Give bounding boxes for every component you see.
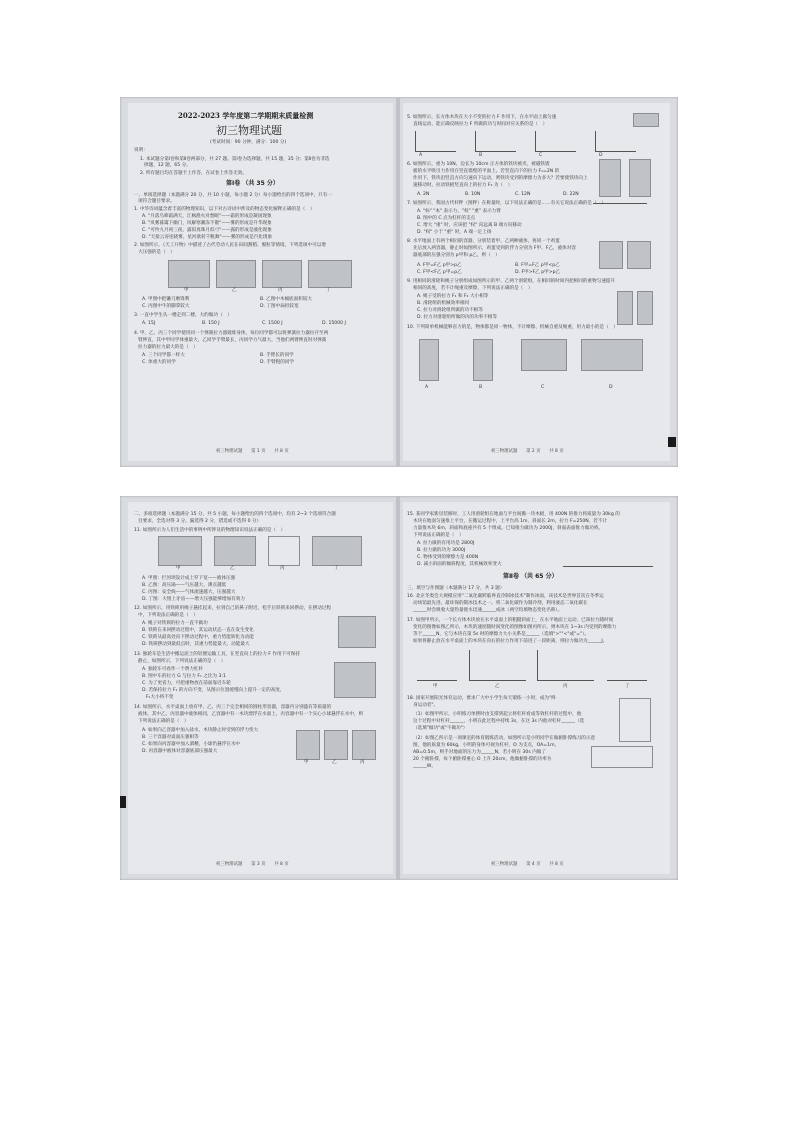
figure-q6-b [629, 159, 651, 197]
question-18-part-2: ______W。 [413, 764, 436, 769]
question-1: 1. 中华诗词蕴含着丰富的物理知识，以下对古诗词中涉及的物态变化解释正确的是（ ） [134, 207, 315, 212]
figure-q12-pendulum [338, 616, 376, 648]
question-18-part-2: 图，他的质量为 60kg，小明的身体可视为杠杆，O 为支点，OA=1m， [413, 743, 560, 748]
graph-label: B [479, 153, 483, 158]
part-2-heading: 第Ⅱ卷 （共 65 分） [503, 573, 558, 580]
figure-q11-yi [214, 536, 256, 566]
question-4: 4. 甲、乙、丙三个同学使用同一个弹簧拉力器锻炼身体，每位同学都可以将弹簧拉力器拉开至两 [134, 331, 329, 336]
question-12-cont: 中，下列说法正确的是（ ） [138, 613, 198, 618]
option: A. F甲=F乙 p甲>p乙 [417, 263, 462, 268]
question-12: 12. 如图所示，用铁锁用绳子悬挂起来，拉到自己的鼻子附近，松手后铁锁来回摆动，在摆动过程 [134, 606, 332, 611]
section-heading: 项符合题目要求。 [138, 199, 175, 204]
figure-label: B [479, 385, 483, 390]
option: A. 三个同学都一样大 [142, 353, 185, 358]
figure-label: 丙 [563, 684, 568, 689]
figure-label: 乙 [332, 760, 337, 765]
option: C. 体重大的同学 [142, 360, 176, 365]
graph-q5-b [475, 131, 516, 152]
option: A. 绳子受的拉力 F₁ 和 F₂ 大小相等 [417, 294, 489, 299]
question-18-cont: 身运动者"。 [413, 703, 439, 708]
section-heading: 三、填空与作图题（本题满分 17 分，共 3 题） [407, 586, 505, 591]
note-line: 择题，12 题，65 分。 [144, 163, 191, 168]
graph-label: A [419, 153, 423, 158]
question-10: 10. 下列简单机械能够省力的是，物体都是同一物体，不计摩擦、机械自重及绳重，用力最小的是（ ） [407, 325, 618, 330]
page-fold [396, 496, 400, 880]
question-14: 14. 如图所示，水平桌面上放有甲、乙、丙三个完全相同的圆柱形容器，容器内分别盛有等质量的 [134, 705, 332, 710]
figure-q17-jia [417, 650, 457, 681]
option: A. 绳子对铁锁的拉力一直不做功 [142, 621, 208, 626]
option: B. 乙图中木桶底面积较大 [260, 297, 313, 302]
option: B. 图中的 C 点为杠杆的支点 [417, 216, 476, 221]
graph-label: D [599, 153, 603, 158]
option: C. 增大 "重" 时，应该把 "权" 向远离 B 端方向移动 [417, 223, 522, 228]
question-16: 16. 北京冬奥会大规模应用"二氧化碳跨临界直冷制冰技术"制作冰面，该技术是世界首次在冬季运 [407, 594, 604, 599]
option: C. F甲<F乙 p甲=p乙 [417, 270, 462, 275]
graph-q5-d [595, 131, 636, 152]
graph-q17-bing [537, 650, 594, 681]
figure-q5-block [633, 113, 659, 127]
figure-q10-c [521, 339, 567, 371]
figure-q10-b [473, 339, 493, 381]
question-11: 11. 如图所示为人们生活中的事例中所涉及的物理知识说法正确的是（ ） [134, 528, 286, 533]
option: B. 手臂长的同学 [260, 353, 294, 358]
exam-photo-sheet-1 [120, 97, 678, 467]
question-8: 8. 水平地面上有两个相同的容器，分别装着甲、乙两种液体，将同一个鸡蛋 [407, 239, 560, 244]
figure-q11-bing [268, 536, 300, 566]
option: B. "岚雾暮霭下幽门，风解寒潮冻不散"——雾的形成是升华现象 [142, 221, 272, 226]
option: D. 丙容器中液体对容器底部压强最大 [142, 749, 218, 754]
option: A. "月落乌啼霜满天，江枫渔火对愁眠"——霜的形成是凝固现象 [142, 214, 272, 219]
question-16-cont: ______时会吸收大量热量使水迅速______成冰（两空均填物态变化名称）。 [413, 608, 563, 613]
figure-label: 甲 [304, 760, 309, 765]
figure-q11-ding [312, 536, 362, 566]
option: B. 乙图：高压锅——气压越大，沸点越低 [142, 583, 227, 588]
option: C. 1500 J [262, 321, 283, 326]
option: C. 12N [515, 192, 531, 197]
question-17: 17. 如图甲所示，一个长方体木块放在水平桌面上的粗糙斜面上，在水平地面上运动，已知拉力随时间 [407, 618, 614, 623]
figure-label: 丙 [360, 760, 365, 765]
question-4-cont: 臂伸直，其中甲同学体重最大，乙同学手臂最长，丙同学力气最大，当他们两臂伸直时对弹簧 [138, 338, 327, 343]
option: B. F甲=F乙 p甲<p乙 [515, 263, 560, 268]
option: C. 拉力对滑轮组所做的功不相等 [417, 308, 483, 313]
figure-q14-yi [324, 730, 348, 760]
option: A. 15J [142, 321, 156, 326]
question-17-cont: 变化的图像如图乙所示，木块的速度随时间变化的图像如图丙所示，则木块在 1~3s 内受到的摩擦力 [413, 625, 617, 630]
graph-label: C [539, 153, 543, 158]
figure-q10-a [419, 339, 439, 381]
figure-label: 甲 [176, 566, 181, 571]
option: B. 图中车的拉力 G 与拉力 F₁ 之比为 3:1 [142, 674, 226, 679]
exam-meta: (考试时间：90 分钟，满分：100 分) [210, 140, 287, 145]
option: D. 拉力对滑轮组所做的功的功率不相等 [417, 315, 497, 320]
option: C. 如果向丙容器中加入酒精，小球仍悬浮在水中 [142, 742, 241, 747]
figure-q17-ding [607, 650, 647, 681]
page-footer: 初三物理试题 第 1 页 共 8 页 [216, 449, 289, 454]
figure-q2-bing [262, 260, 302, 288]
option: B. 拉力做的功为 3000J [417, 548, 466, 553]
question-2-cont: 大压强的是（ ） [138, 250, 175, 255]
option: D. F甲>F乙 p甲>p乙 [515, 270, 561, 275]
option: B. 150 J [202, 321, 220, 326]
question-5-cont: 直线运动，能正确反映拉力 F 所做的功与时间对应关系的是（ ） [413, 122, 548, 127]
question-18-part-2: （2）如图乙所示是一项课室的体育锻炼活动，如图所示是小明同学在做俯卧撑练习的示意 [413, 736, 596, 741]
option: A. 如果向乙容器中加入盐水，木块静止时受到的浮力变大 [142, 728, 259, 733]
page-footer: 初三物理试题 第 3 页 共 8 页 [216, 862, 289, 867]
figure-q10-d [581, 339, 643, 371]
option: C. 丙图：安全线——气体流速越大，压强越大 [142, 590, 236, 595]
figure-label: 丁 [334, 566, 339, 571]
option: D. 铁锁摆动到最低点时，其重力势能最大，动能最大 [142, 642, 250, 647]
figure-label: C [541, 385, 545, 390]
figure-q9-yi [637, 291, 653, 325]
figure-q13-wheelbarrow [334, 662, 376, 698]
question-6-cont: 作用下，铁块沿竖直方向匀速向下运动，则铁块受到的摩擦力为多大？若要使铁块向上 [413, 176, 588, 181]
figure-q8-yi [627, 241, 651, 269]
question-18-part-2: AB=0.5m，则手对地面的压力为______N，若小明在 30s 内做了 [413, 750, 546, 755]
question-18: 18. 国家开展阳光体育运动，要求广大中小学生每天锻炼一小时，成为"终 [407, 696, 556, 701]
option: D. 15000 J [322, 321, 346, 326]
question-9-cont: 相同的高度，若不计绳重及摩擦，下列说法正确的是（ ） [413, 286, 533, 291]
figure-q7-steelyard [593, 203, 647, 230]
graph-q5-a [415, 131, 456, 152]
option: D. 丁图：大钳上牙齿——增大压强能够增加有效力 [142, 597, 245, 602]
figure-label: 甲 [433, 684, 438, 689]
option: C. 为了更省力，可把重物放在前面靠近车轮 [142, 681, 231, 686]
scan-edge-mark [120, 796, 126, 808]
question-14-cont: 液体，其中乙、丙容器中液体相同，乙容器中有一木块漂浮在水面上，丙容器中有一个实心小球悬浮在水中，则 [138, 712, 364, 717]
page-footer: 初三物理试题 第 2 页 共 8 页 [491, 449, 564, 454]
graph-q5-c [535, 131, 576, 152]
exam-page-3 [128, 502, 393, 874]
figure-q14-bing [352, 730, 376, 760]
question-18-part-1: 这个过程中对杠杆______，小明在此过程中持续 3s，在这 3s 内他对杠杆______（选 [413, 719, 585, 724]
figure-q11-jia [158, 536, 202, 566]
exam-title: 2022-2023 学年度第二学期期末质量检测 [178, 111, 314, 120]
option-cont: F₁大小将不变 [146, 695, 174, 700]
option: D. 丁图中扁担较宽 [260, 304, 299, 309]
section-heading: 目要求，全选对得 3 分，漏选得 2 分，错选或不选得 0 分） [138, 519, 262, 524]
question-3: 3. 一直中学生从一楼走到二楼，大约做功（ ） [134, 313, 232, 318]
figure-label: D [609, 385, 613, 390]
question-6: 6. 如图所示，重为 10N、边长为 10cm 正方体的铁块被夹，被磁铁墙 [407, 162, 550, 167]
question-13-cont: 静止，如图所示，下列说法正确的是（ ） [138, 659, 226, 664]
question-18-part-1: （1）如图甲所示，小明练习单摆时由支撑到起立将杠杆看成等效杠杆的过程中，他 [413, 712, 582, 717]
figure-label: 乙 [495, 684, 500, 689]
option: D. 22N [563, 192, 579, 197]
option: A. 甲图中把镰刀磨锋利 [142, 297, 190, 302]
question-16-cont: 动场馆最先进、最环保的制冰技术之一。将二氧化碳作为制冷剂，利用液态二氧化碳在 [413, 601, 588, 606]
question-6-cont: 速移动时，拉动铁板竖直向上的拉力 F₂ 为（ ） [413, 183, 513, 188]
question-15-cont: 木块在地面匀速推上平台，在搬运过程中，上平台高 1m，斜面长 2m，拉力 F=250N，若不计 [413, 519, 608, 524]
figure-q8-jia [599, 241, 623, 269]
option: D. "权" 小于 "重" 时，A 端一定上扬 [417, 230, 492, 235]
figure-q14-jia [296, 730, 320, 760]
figure-label: A [425, 385, 429, 390]
option: C. 物体受到的摩擦力是 400N [417, 555, 479, 560]
option: D. "天接云涛连晓雾，星河欲转千帆舞"——雾的形成是汽化现象 [142, 235, 273, 240]
figure-q2-ding [308, 260, 352, 288]
note-line: 1. 本试题分第Ⅰ卷和第Ⅱ卷两部分，共 27 题。第Ⅰ卷为选择题，共 15 题，35 分；第Ⅱ卷为非选 [140, 157, 330, 162]
figure-q6-a [599, 159, 621, 197]
option: A. 拉力做的有用功是 2800J [417, 541, 475, 546]
section-heading: 二、多项选择题（本题满分 15 分，共 5 小题，每小题给出的四个选项中，均有 2~3 个选项符合题 [134, 512, 336, 517]
figure-q18-jia [619, 698, 651, 742]
figure-q2-yi [216, 260, 256, 288]
option: A. 独轮车可看作一个费力杠杆 [142, 667, 204, 672]
note-line: 2. 所有题目均在答题卡上作答，在试卷上作答无效。 [140, 171, 247, 176]
question-18-part-2: 20 个俯卧撑，每个俯卧撑重心 O 上升 20cm，他做俯卧撑的功率为 [413, 757, 552, 762]
notes-heading: 说明： [134, 148, 148, 153]
figure-q15-incline [563, 538, 653, 567]
question-8-cont: 器底部的压强分别为 p甲和 p乙，则（ ） [413, 253, 500, 258]
figure-label: 甲 [184, 288, 189, 293]
question-15: 15. 某同学家新房装修时，工人用滑轮组在地面与平台间搬一块木板，用 400N 的推力将质量为 30kg 的 [407, 512, 620, 517]
question-14-cont: 下列说法正确的是（ ） [138, 719, 189, 724]
option: B. 10N [465, 192, 481, 197]
question-7: 7. 如图所示，我国古代杆秤（图秤）在称量时，以下说法正确的是……有关它说法正确的是（ ） [407, 201, 606, 206]
option: C. 丙图中牛的脚掌较大 [142, 304, 190, 309]
question-15-cont: 力量推木块 6m，斜面和底座共有 5 个组成。已知推力做功为 2000J，斜面表面推力做功将。 [413, 526, 603, 531]
question-4-cont: 拉力器的拉力最大的是（ ） [138, 345, 198, 350]
exam-page-4 [403, 502, 670, 874]
figure-label: 丙 [278, 288, 283, 293]
scan-edge-mark [668, 437, 676, 447]
figure-q18-yi [591, 746, 653, 768]
option: B. 三个容器对桌面压强相等 [142, 735, 199, 740]
question-15-cont: 下列说法正确的是（ ） [413, 533, 464, 538]
option: A. 甲图：拦河坝设计成上窄下宽——液体压强 [142, 576, 236, 581]
option: D. 若保持拉力 F₁ 的方向不变，从图示位置缓慢向上提升一定的高度， [142, 688, 285, 693]
option: A. 2N [417, 192, 430, 197]
question-2: 2. 如图所示，《天工开物》中描述了古代劳动人民在田间割稻、脱粒等情境，下列选项中可以增 [134, 243, 326, 248]
question-13: 13. 独轮车是生活中搬运泥土的轻便运输工具，在竖直向上的拉力 F 作用下可保持 [134, 652, 300, 657]
option: D. 手臂粗的同学 [260, 360, 295, 365]
figure-q9-jia [617, 291, 633, 325]
page-fold [396, 97, 400, 467]
page-footer: 初三物理试题 第 4 页 共 8 页 [491, 862, 564, 867]
option: C. "可怜九月初三夜，露似真珠月似弓"——露的形成是液化现象 [142, 228, 272, 233]
exam-page-1 [128, 103, 393, 461]
option: D. 减小斜面的倾斜程度，其机械效率变大 [417, 562, 502, 567]
option: B. 滑轮组的机械效率相同 [417, 301, 470, 306]
question-17-cont: 如果将静止放在水平桌面上的木块在向右的拉力作用下前进了一段距离，则拉力做功为______J。 [413, 639, 608, 644]
question-17-cont: 等于______N，它与木块在第 5s 时的摩擦力大小关系是______（选填">""<"或"="）。 [413, 632, 590, 637]
figure-q2-jia [168, 260, 210, 288]
figure-label: 丙 [280, 566, 285, 571]
exam-page-2 [403, 103, 670, 461]
figure-label: 乙 [230, 566, 235, 571]
section-heading: 一、单项选择题（本题满分 20 分，共 10 小题，每小题 2 分）每小题给出的四个选项中，只有一 [134, 193, 332, 198]
question-9: 9. 用相同的滑轮和绳子分别组成如图所示的甲、乙两个滑轮组，在相同的时间内把相同的重物匀速提升 [407, 279, 615, 284]
question-8-cont: 先后放入两容器，静止时如图所示，鸡蛋受到的浮力分别为 F甲、F乙，液体对容 [413, 246, 576, 251]
question-5: 5. 如图所示，长方体木块在大小不变的拉力 F 作用下，在水平面上做匀速 [407, 115, 557, 120]
option: B. 铁锁在来回摆动过程中，其运动状态一直在发生变化 [142, 628, 254, 633]
part-1-heading: 第Ⅰ卷 （共 35 分） [226, 180, 279, 187]
option: A. "标" "本" 表示力，"权" "重" 表示力臂 [417, 209, 501, 214]
figure-label: 丁 [326, 288, 331, 293]
graph-q17-yi [469, 650, 526, 681]
question-6-cont: 板的水平吸引力作用在竖直墙壁的平面上。若竖直向下的拉力 F₁=2N 的 [413, 169, 560, 174]
figure-label: 乙 [232, 288, 237, 293]
option: C. 铁锁从最高处向下摆动过程中，重力势能转化为动能 [142, 635, 254, 640]
question-18-part-1: （选填"做功"或"不做功"） [413, 726, 468, 731]
exam-photo-sheet-2 [120, 496, 678, 880]
exam-subject: 初三物理试题 [216, 124, 282, 137]
figure-label: 丁 [625, 684, 630, 689]
